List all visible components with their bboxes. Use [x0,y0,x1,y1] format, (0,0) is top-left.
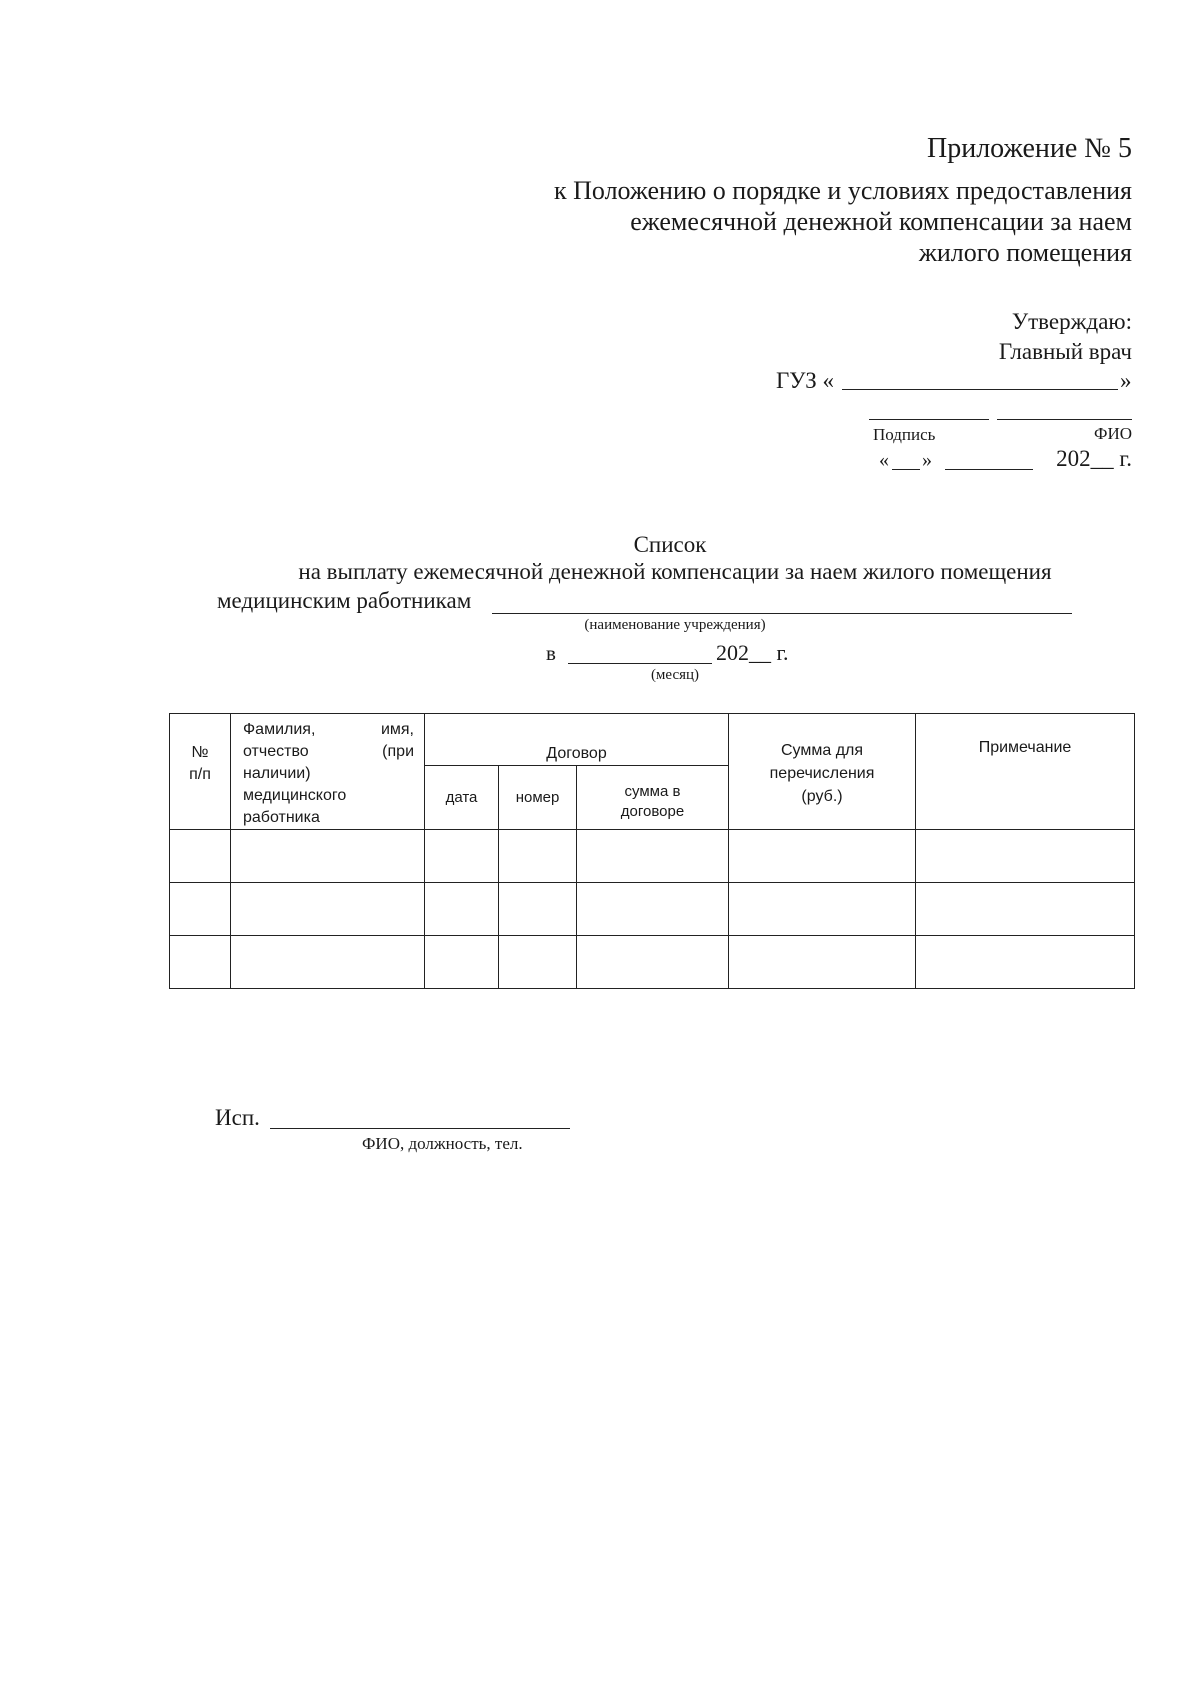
table-cell[interactable] [499,883,577,936]
col-num-header [170,714,231,830]
table-cell[interactable] [729,830,916,883]
org-suffix: » [1120,368,1132,393]
org-name-line[interactable] [842,389,1118,390]
sum-contract-line: договоре [620,802,685,820]
col-number-header: номер [499,766,577,830]
table-cell[interactable] [170,936,231,989]
appendix-line: к Положению о порядке и условиях предоставления [554,176,1132,205]
table-cell[interactable] [425,883,499,936]
table-cell[interactable] [170,883,231,936]
appendix-description [554,175,1132,268]
in-prefix: в [546,641,556,665]
executor-line[interactable] [270,1128,570,1129]
col-sum-transfer-header [729,714,916,830]
table-cell[interactable] [729,883,916,936]
month-name-line[interactable] [568,663,712,664]
table-row [170,830,1135,883]
col-sum-contract-header [577,766,729,830]
table-cell[interactable] [499,830,577,883]
table-cell[interactable] [916,883,1135,936]
list-recipients: медицинским работникам [217,588,472,613]
col-date-header: дата [425,766,499,830]
fio-header-word: отчество [243,743,309,760]
fio-header-word: наличии) [243,765,311,782]
table-cell[interactable] [577,883,729,936]
executor-hint: ФИО, должность, тел. [362,1134,523,1153]
list-year: 202__ г. [716,640,789,665]
fio-label: ФИО [1094,424,1132,443]
table-cell[interactable] [231,883,425,936]
table-row [170,936,1135,989]
appendix-line: жилого помещения [918,238,1132,267]
table-cell[interactable] [577,830,729,883]
approve-label: Утверждаю: [1011,309,1132,334]
table-cell[interactable] [916,830,1135,883]
col-note-header: Примечание [916,714,1135,830]
month-hint: (месяц) [650,667,700,683]
org-prefix: ГУЗ « [776,368,835,393]
table-cell[interactable] [916,936,1135,989]
payment-table [169,713,1135,989]
signature-label: Подпись [873,425,936,444]
sum-transfer-line: (руб.) [801,788,843,805]
col-num-line: № [191,744,209,761]
table-cell[interactable] [577,936,729,989]
fio-header-word: Фамилия, [243,721,316,738]
col-num-line: п/п [189,766,211,783]
list-subtitle: на выплату ежемесячной денежной компенсации за наем жилого помещения [298,559,1052,584]
fio-header-word: работника [243,809,320,826]
table-cell[interactable] [499,936,577,989]
table-cell[interactable] [425,830,499,883]
month-line[interactable] [945,469,1033,470]
col-contract-header: Договор [425,714,729,766]
sum-transfer-line: перечисления [769,765,875,782]
date-close-quote: » [922,449,932,471]
table-cell[interactable] [231,936,425,989]
fio-header-word: медицинского [243,787,347,804]
table-cell[interactable] [425,936,499,989]
sum-transfer-line: Сумма для [780,742,864,759]
sum-contract-line: сумма в [624,782,681,800]
institution-hint: (наименование учреждения) [584,617,766,633]
signature-line[interactable] [869,419,989,420]
institution-line[interactable] [492,613,1072,614]
date-open-quote: « [879,449,889,471]
fio-line[interactable] [997,419,1132,420]
fio-header-word: имя, [380,721,414,738]
day-line[interactable] [892,469,920,470]
table-cell[interactable] [170,830,231,883]
col-fio-header [231,714,425,830]
approver-position: Главный врач [998,339,1132,364]
list-title: Список [633,532,707,557]
table-cell[interactable] [231,830,425,883]
approval-year: 202__ г. [1056,446,1132,471]
appendix-line: ежемесячной денежной компенсации за наем [630,207,1132,236]
appendix-title: Приложение № 5 [927,133,1132,164]
executor-label: Исп. [215,1105,260,1130]
table-row [170,883,1135,936]
fio-header-word: (при [382,743,414,760]
table-cell[interactable] [729,936,916,989]
